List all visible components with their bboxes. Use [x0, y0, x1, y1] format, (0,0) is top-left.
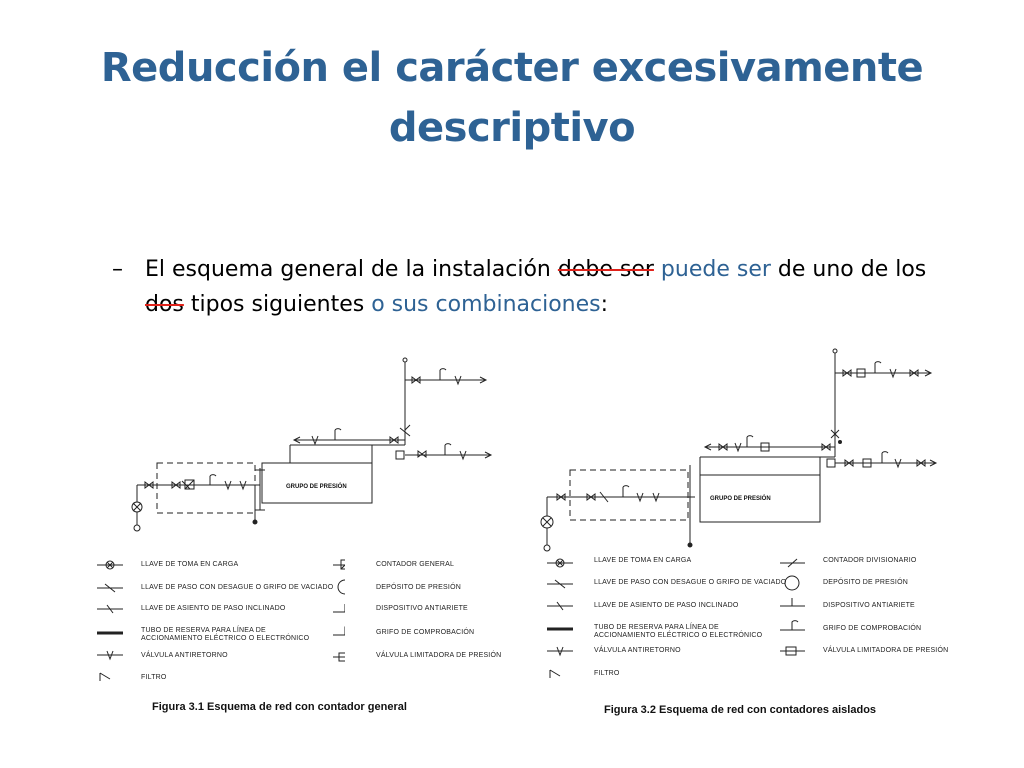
legend-label: LLAVE DE PASO CON DESAGUE O GRIFO DE VACIADO: [594, 579, 787, 586]
legend-label: VÁLVULA ANTIRETORNO: [141, 652, 228, 659]
legend-label: LLAVE DE ASIENTO DE PASO INCLINADO: [141, 605, 286, 612]
bullet-text: [145, 252, 985, 322]
slide-title: [60, 38, 964, 158]
inserted-text: o sus combinaciones: [371, 292, 601, 317]
figure-2-diagram: [535, 345, 955, 555]
figure-1-caption: Figura 3.1 Esquema de red con contador general: [152, 701, 407, 713]
struck-text: dos: [145, 292, 184, 317]
legend-label: DISPOSITIVO ANTIARIETE: [823, 602, 915, 609]
legend-label: DISPOSITIVO ANTIARIETE: [376, 605, 468, 612]
legend-label: LLAVE DE ASIENTO DE PASO INCLINADO: [594, 602, 739, 609]
legend-label: TUBO DE RESERVA PARA LÍNEA DE: [141, 627, 266, 634]
legend-label: FILTRO: [141, 674, 167, 681]
legend-label: LLAVE DE TOMA EN CARGA: [141, 561, 239, 568]
legend-label: VÁLVULA ANTIRETORNO: [594, 647, 681, 654]
legend-label: LLAVE DE PASO CON DESAGUE O GRIFO DE VACIADO: [141, 584, 334, 591]
bullet-segment: El esquema general de la instalación: [145, 257, 558, 282]
inserted-text: puede ser: [660, 257, 771, 282]
figure-2-box-label: GRUPO DE PRESIÓN: [710, 496, 771, 502]
legend-label: VÁLVULA LIMITADORA DE PRESIÓN: [376, 652, 502, 659]
legend-label: DEPÓSITO DE PRESIÓN: [376, 584, 461, 591]
figure-2-legend-symbols: [545, 553, 815, 688]
figure-2-caption: Figura 3.2 Esquema de red con contadores aislados: [604, 704, 877, 716]
figure-1-diagram: [100, 350, 520, 550]
bullet-dash: –: [112, 257, 123, 282]
title-line-2: descriptivo: [388, 105, 636, 151]
legend-label: LLAVE DE TOMA EN CARGA: [594, 557, 692, 564]
legend-label: VÁLVULA LIMITADORA DE PRESIÓN: [823, 647, 949, 654]
legend-label: DEPÓSITO DE PRESIÓN: [823, 579, 908, 586]
bullet-segment: :: [600, 292, 609, 317]
legend-label: FILTRO: [594, 670, 620, 677]
legend-label: CONTADOR GENERAL: [376, 561, 455, 568]
legend-label: ACCIONAMIENTO ELÉCTRICO O ELECTRÓNICO: [594, 632, 763, 639]
legend-label: CONTADOR DIVISIONARIO: [823, 557, 917, 564]
figure-1-legend-symbols: [95, 555, 345, 690]
legend-label: GRIFO DE COMPROBACIÓN: [823, 625, 922, 632]
bullet-segment: de uno de los: [770, 257, 927, 282]
figure-1-box-label: GRUPO DE PRESIÓN: [286, 484, 347, 490]
struck-text: debe ser: [557, 257, 654, 282]
bullet-segment: tipos siguientes: [183, 292, 372, 317]
legend-label: TUBO DE RESERVA PARA LÍNEA DE: [594, 624, 719, 631]
title-line-1: Reducción el carácter excesivamente: [100, 45, 924, 91]
legend-label: ACCIONAMIENTO ELÉCTRICO O ELECTRÓNICO: [141, 635, 310, 642]
legend-label: GRIFO DE COMPROBACIÓN: [376, 629, 475, 636]
